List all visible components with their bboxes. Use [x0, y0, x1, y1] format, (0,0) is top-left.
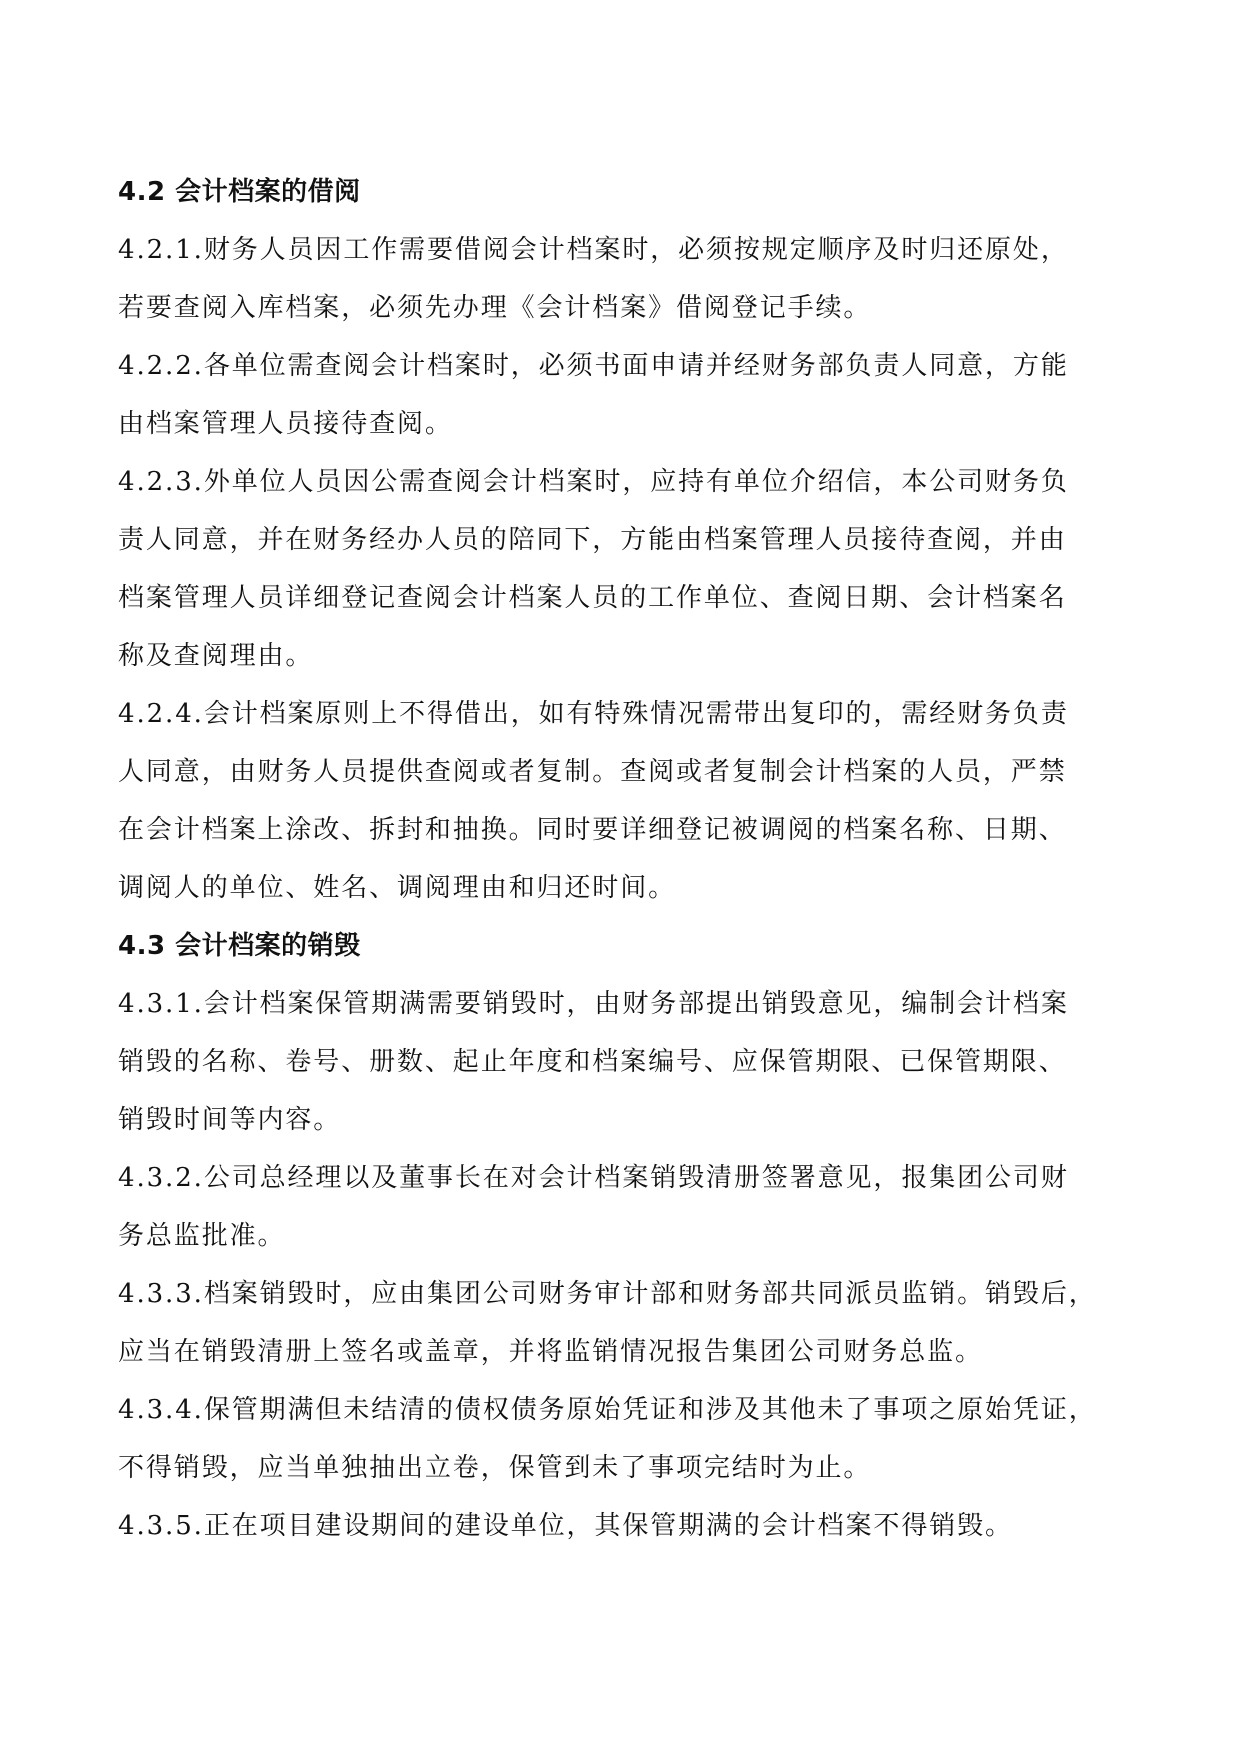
text-line: 4.3.1.会计档案保管期满需要销毁时，由财务部提出销毁意见，编制会计档案 [118, 989, 1069, 1019]
paragraph-4-3-5 [118, 1497, 1130, 1555]
text-line: 调阅人的单位、姓名、调阅理由和归还时间。 [118, 873, 677, 903]
section-heading: 4.2 会计档案的借阅 [118, 177, 361, 207]
text-line: 4.3.5.正在项目建设期间的建设单位，其保管期满的会计档案不得销毁。 [118, 1511, 1013, 1541]
section-heading: 4.3 会计档案的销毁 [118, 931, 361, 961]
paragraph-4-3-2 [118, 1149, 1130, 1265]
text-line: 务总监批准。 [118, 1221, 286, 1251]
text-line: 销毁时间等内容。 [118, 1105, 342, 1135]
text-line: 4.2.4.会计档案原则上不得借出，如有特殊情况需带出复印的，需经财务负责 [118, 699, 1069, 729]
text-line: 由档案管理人员接待查阅。 [118, 409, 453, 439]
text-line: 档案管理人员详细登记查阅会计档案人员的工作单位、查阅日期、会计档案名 [118, 583, 1067, 613]
text-line: 在会计档案上涂改、拆封和抽换。同时要详细登记被调阅的档案名称、日期、 [118, 815, 1067, 845]
section-4-2 [118, 163, 1130, 917]
paragraph-4-2-4 [118, 685, 1130, 917]
text-line: 不得销毁，应当单独抽出立卷，保管到未了事项完结时为止。 [118, 1453, 872, 1483]
text-line: 4.2.2.各单位需查阅会计档案时，必须书面申请并经财务部负责人同意，方能 [118, 351, 1069, 381]
text-line: 人同意，由财务人员提供查阅或者复制。查阅或者复制会计档案的人员，严禁 [118, 757, 1067, 787]
document-page [118, 163, 1130, 1555]
section-4-3 [118, 917, 1130, 1555]
text-line: 4.3.4.保管期满但未结清的债权债务原始凭证和涉及其他未了事项之原始凭证， [118, 1395, 1097, 1425]
paragraph-4-2-1 [118, 221, 1130, 337]
text-line: 称及查阅理由。 [118, 641, 314, 671]
paragraph-4-2-3 [118, 453, 1130, 685]
text-line: 4.2.3.外单位人员因公需查阅会计档案时，应持有单位介绍信，本公司财务负 [118, 467, 1069, 497]
text-line: 4.3.2.公司总经理以及董事长在对会计档案销毁清册签署意见，报集团公司财 [118, 1163, 1069, 1193]
text-line: 4.2.1.财务人员因工作需要借阅会计档案时，必须按规定顺序及时归还原处， [118, 235, 1069, 265]
text-line: 4.3.3.档案销毁时，应由集团公司财务审计部和财务部共同派员监销。销毁后， [118, 1279, 1097, 1309]
text-line: 责人同意，并在财务经办人员的陪同下，方能由档案管理人员接待查阅，并由 [118, 525, 1067, 555]
text-line: 销毁的名称、卷号、册数、起止年度和档案编号、应保管期限、已保管期限、 [118, 1047, 1067, 1077]
text-line: 若要查阅入库档案，必须先办理《会计档案》借阅登记手续。 [118, 293, 872, 323]
text-line: 应当在销毁清册上签名或盖章，并将监销情况报告集团公司财务总监。 [118, 1337, 983, 1367]
paragraph-4-3-3 [118, 1265, 1130, 1381]
paragraph-4-3-4 [118, 1381, 1130, 1497]
paragraph-4-2-2 [118, 337, 1130, 453]
paragraph-4-3-1 [118, 975, 1130, 1149]
